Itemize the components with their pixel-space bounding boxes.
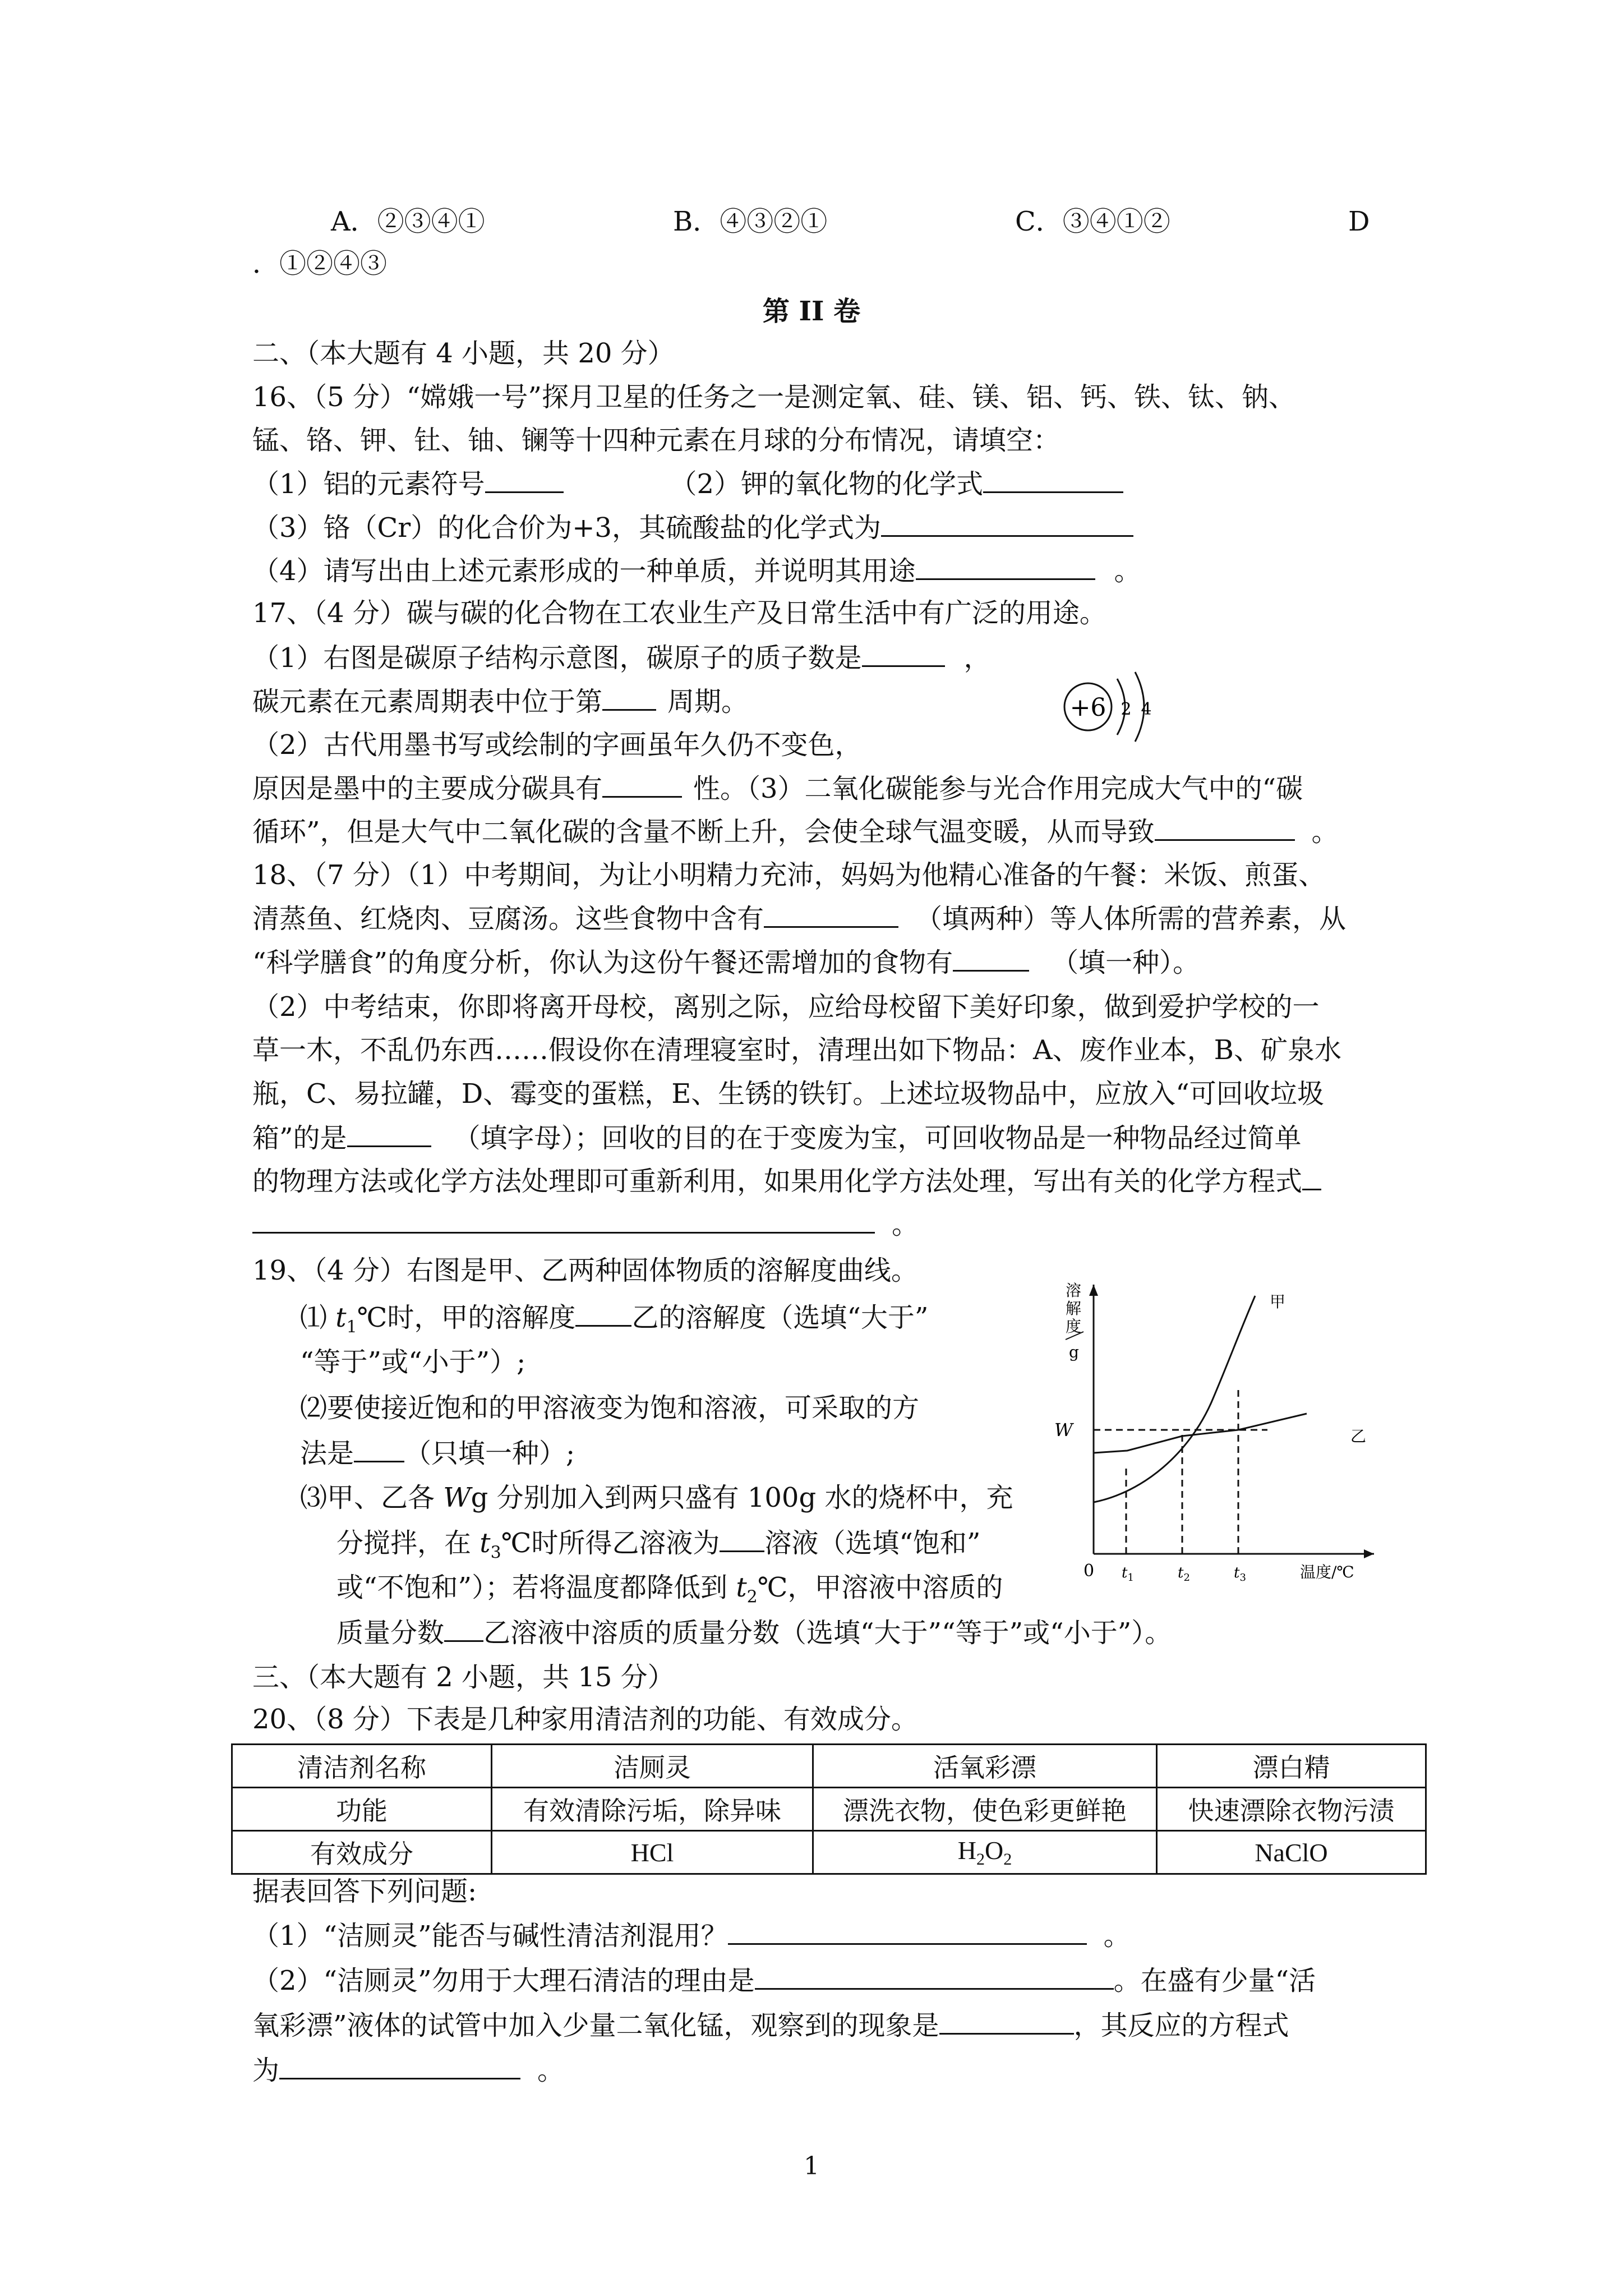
q17-l6a: 循环”，但是大气中二氧化碳的含量不断上升，会使全球气温变暖，从而导致 xyxy=(252,816,1155,848)
solubility-curve-diagram xyxy=(1043,1273,1391,1588)
q19-p1c: 乙的溶解度（选填“大于” xyxy=(631,1302,929,1333)
q19-blank-1[interactable] xyxy=(575,1300,631,1327)
q19-w-symbol: W xyxy=(443,1482,471,1513)
cleaner-table xyxy=(231,1743,1427,1875)
q17-l2b: ， xyxy=(963,642,991,674)
q20-q2-line3 xyxy=(252,2053,564,2087)
q19-p3a: ⑶甲、乙各 xyxy=(300,1482,444,1513)
q20-intro: 20、（8 分）下表是几种家用清洁剂的功能、有效成分。 xyxy=(252,1704,918,1735)
q20-q2d: ，其反应的方程式 xyxy=(1073,2010,1289,2041)
q19-part3-line2 xyxy=(336,1526,980,1570)
q19-p3d: ℃时所得乙溶液为 xyxy=(501,1527,720,1559)
q17-blank-3[interactable] xyxy=(602,771,682,798)
curve-yi-label: 乙 xyxy=(1350,1427,1367,1446)
q20-q2e: 为 xyxy=(252,2055,280,2086)
table-cell: 漂洗衣物，使色彩更鲜艳 xyxy=(813,1788,1157,1831)
q19-line1: 19、（4 分）右图是甲、乙两种固体物质的溶解度曲线。 xyxy=(252,1255,918,1286)
q20-blank-3[interactable] xyxy=(939,2008,1074,2035)
q20-q2a: （2）“洁厕灵”勿用于大理石清洁的理由是 xyxy=(252,1965,755,1996)
q18-blank-4a[interactable] xyxy=(1302,1164,1321,1190)
q19-part1-line1 xyxy=(300,1300,928,1345)
table-cell: HCl xyxy=(492,1831,813,1874)
q19-p3f: 或“不饱和”）；若将温度都降低到 xyxy=(336,1572,736,1603)
q19-t3-subscript: 3 xyxy=(490,1543,501,1563)
q19-part3-line1 xyxy=(300,1481,1013,1515)
q16-part-4 xyxy=(252,554,1141,588)
q18-blank-3[interactable] xyxy=(347,1121,431,1147)
q19-blank-4[interactable] xyxy=(444,1616,483,1642)
q20-q1a: （1）“洁厕灵”能否与碱性清洁剂混用？ xyxy=(252,1920,728,1952)
q19-p1a: ⑴ xyxy=(300,1302,336,1333)
q16-blank-3[interactable] xyxy=(881,510,1133,537)
curve-jia xyxy=(1094,1296,1255,1502)
q18-line8 xyxy=(252,1164,1321,1198)
q17-line1: 17、（4 分）碳与碳的化合物在工农业生产及日常生活中有广泛的用途。 xyxy=(252,597,1106,629)
q19-p1b: ℃时，甲的溶解度 xyxy=(357,1302,576,1333)
q20-q2-line2 xyxy=(252,2008,1289,2042)
q18-blank-2[interactable] xyxy=(953,945,1029,972)
q16-p4: （4）请写出由上述元素形成的一种单质，并说明其用途 xyxy=(252,555,916,587)
q18-l3b: （填一种）。 xyxy=(1052,947,1200,978)
q20-q2c: 氧彩漂”液体的试管中加入少量二氧化锰，观察到的现象是 xyxy=(252,2010,939,2041)
q19-part2-line2 xyxy=(300,1436,575,1470)
q19-part1-line2: “等于”或“小于”）; xyxy=(300,1346,526,1378)
q19-t-subscript: 1 xyxy=(346,1317,357,1337)
y-label-char-1: 溶 xyxy=(1066,1281,1082,1300)
y-label-char-2: 解 xyxy=(1066,1299,1082,1318)
tick-t3: $t_3$ xyxy=(1234,1565,1246,1584)
q18-blank-1[interactable] xyxy=(764,901,898,928)
q16-part-3 xyxy=(252,510,1133,545)
q20-blank-2[interactable] xyxy=(755,1963,1114,1990)
q19-p3i: 乙溶液中溶质的质量分数（选填“大于”“等于”或“小于”）。 xyxy=(483,1617,1172,1649)
table-cell: 快速漂除衣物污渍 xyxy=(1157,1788,1426,1831)
q20-q1 xyxy=(252,1918,1131,1953)
table-cell: 功能 xyxy=(232,1788,492,1831)
x-axis-label: 温度/℃ xyxy=(1300,1563,1354,1581)
curve-jia-label: 甲 xyxy=(1270,1292,1286,1311)
q19-t-symbol: t xyxy=(335,1302,347,1333)
q18-line1: 18、（7 分）（1）中考期间，为让小明精力充沛，妈妈为他精心准备的午餐：米饭、煎蛋、 xyxy=(252,859,1326,891)
q17-blank-1[interactable] xyxy=(862,641,945,667)
table-row-header xyxy=(232,1745,1426,1788)
table-cell: 清洁剂名称 xyxy=(232,1745,492,1788)
q17-line3 xyxy=(252,684,748,719)
q19-p3e: 溶液（选填“饱和” xyxy=(764,1527,981,1559)
table-cell: 活氧彩漂 xyxy=(813,1745,1157,1788)
origin-label: 0 xyxy=(1083,1561,1095,1581)
table-cell-h2o2: $H_2O_2$ xyxy=(813,1831,1157,1874)
q18-l9: 。 xyxy=(892,1209,919,1240)
q18-line2 xyxy=(252,901,1346,936)
q18-l8: 的物理方法或化学方法处理即可重新利用，如果用化学方法处理，写出有关的化学方程式 xyxy=(252,1166,1303,1197)
part3-header: 三、（本大题有 2 小题，共 15 分） xyxy=(252,1662,675,1693)
q17-l3a: 碳元素在元素周期表中位于第 xyxy=(252,686,603,717)
q16-blank-4[interactable] xyxy=(916,554,1095,580)
q20-after-table: 据表回答下列问题: xyxy=(252,1876,477,1907)
q16-blank-2[interactable] xyxy=(983,467,1123,493)
q17-l5b: 性。（3）二氧化碳能参与光合作用完成大气中的“碳 xyxy=(693,773,1303,804)
tick-t2: $t_2$ xyxy=(1178,1565,1190,1584)
q16-line2: 锰、铬、钾、钍、铀、镧等十四种元素在月球的分布情况，请填空： xyxy=(252,425,1061,456)
q20-q2b: 。在盛有少量“活 xyxy=(1113,1965,1316,1996)
part2-header: 二、（本大题有 4 小题，共 20 分） xyxy=(252,338,675,369)
q19-p3c: 分搅拌，在 xyxy=(336,1527,480,1559)
curve-yi xyxy=(1094,1414,1307,1453)
q18-line7 xyxy=(252,1121,1302,1155)
q20-blank-4[interactable] xyxy=(279,2053,520,2079)
q17-l2a: （1）右图是碳原子结构示意图，碳原子的质子数是 xyxy=(252,642,862,674)
q18-l2b: （填两种）等人体所需的营养素，从 xyxy=(915,903,1347,935)
q19-blank-3[interactable] xyxy=(720,1526,764,1552)
q18-l7b: （填字母）；回收的目的在于变废为宝，可回收物品是一种物品经过简单 xyxy=(453,1122,1302,1154)
y-unit: g xyxy=(1069,1343,1079,1361)
q19-p3g: ℃，甲溶液中溶质的 xyxy=(757,1572,1003,1603)
q17-l3b: 周期。 xyxy=(667,686,749,717)
page-number: 1 xyxy=(804,2152,819,2180)
q18-line4: （2）中考结束，你即将离开母校，离别之际，应给母校留下美好印象，做到爱护学校的一 xyxy=(252,991,1320,1023)
table-cell: NaClO xyxy=(1157,1831,1426,1874)
atom-nucleus-charge: +6 xyxy=(1069,693,1106,722)
q18-l2a: 清蒸鱼、红烧肉、豆腐汤。这些食物中含有 xyxy=(252,903,764,935)
option-a: A．②③④① xyxy=(331,206,485,237)
q20-q2-line1 xyxy=(252,1963,1316,1998)
shell-electrons-2: 4 xyxy=(1141,700,1152,719)
q16-line1: 16、（5 分）“嫦娥一号”探月卫星的任务之一是测定氧、硅、镁、铝、钙、铁、钛、钠、 xyxy=(252,381,1295,413)
q18-line9 xyxy=(252,1207,919,1241)
q17-line2 xyxy=(252,641,991,675)
table-row-component xyxy=(232,1831,1426,1874)
q19-t2-subscript: 2 xyxy=(746,1587,758,1607)
q16-p3: （3）铬（Cr）的化合价为+3，其硫酸盐的化学式为 xyxy=(252,512,881,544)
option-d-content: ．①②④③ xyxy=(252,248,388,279)
table-cell: 有效成分 xyxy=(232,1831,492,1874)
q16-end: 。 xyxy=(1114,555,1141,587)
option-b: B．④③②① xyxy=(673,206,828,237)
tick-t1: $t_1$ xyxy=(1122,1565,1134,1584)
option-c: C．③④①② xyxy=(1015,206,1170,237)
q16-p1: （1）铝的元素符号 xyxy=(252,468,485,500)
carbon-atom-diagram xyxy=(1054,662,1200,752)
q17-l5a: 原因是墨中的主要成分碳具有 xyxy=(252,773,603,804)
q16-p2: （2）钾的氧化物的化学式 xyxy=(670,468,984,500)
q20-q1b: 。 xyxy=(1103,1920,1131,1952)
q17-line4: （2）古代用墨书写或绘制的字画虽年久仍不变色， xyxy=(252,729,862,761)
x-axis-arrow xyxy=(1364,1549,1374,1558)
q18-line3 xyxy=(252,945,1200,979)
table-row-function xyxy=(232,1788,1426,1831)
q17-line6 xyxy=(252,815,1339,849)
q19-p3b: g 分别加入到两只盛有 100g 水的烧杯中，充 xyxy=(471,1482,1013,1513)
y-label-char-3: 度 xyxy=(1066,1317,1082,1336)
y-axis-arrow xyxy=(1089,1285,1098,1296)
option-d: D xyxy=(1348,206,1370,237)
q19-p3h: 质量分数 xyxy=(336,1617,445,1649)
w-label: W xyxy=(1054,1419,1073,1441)
q18-blank-4b[interactable] xyxy=(252,1207,875,1234)
q19-t-symbol-3: t xyxy=(736,1572,747,1603)
shell-electrons-1: 2 xyxy=(1121,700,1132,719)
table-cell: 漂白精 xyxy=(1157,1745,1426,1788)
q19-blank-2[interactable] xyxy=(354,1436,404,1462)
q19-p2c: （只填一种）; xyxy=(404,1438,575,1469)
section-title: 第 II 卷 xyxy=(762,296,861,327)
q17-l6b: 。 xyxy=(1311,816,1339,848)
q18-line5: 草一木，不乱仍东西……假设你在清理寝室时，清理出如下物品：A、废作业本，B、矿泉水 xyxy=(252,1034,1341,1066)
q20-q2f: 。 xyxy=(537,2055,565,2086)
q19-t-symbol-2: t xyxy=(479,1527,491,1559)
q17-blank-2[interactable] xyxy=(602,684,656,711)
q17-line5 xyxy=(252,771,1303,806)
q18-l3a: “科学膳食”的角度分析，你认为这份午餐还需增加的食物有 xyxy=(252,947,953,978)
q17-blank-4[interactable] xyxy=(1155,815,1295,841)
q16-parts-1-2 xyxy=(252,467,1123,501)
table-cell: 洁厕灵 xyxy=(492,1745,813,1788)
q16-blank-1[interactable] xyxy=(485,467,564,493)
q19-p2b: 法是 xyxy=(300,1438,354,1469)
q19-part2-line1: ⑵要使接近饱和的甲溶液变为饱和溶液，可采取的方 xyxy=(300,1392,920,1424)
q18-l7a: 箱”的是 xyxy=(252,1122,347,1154)
q20-blank-1[interactable] xyxy=(728,1918,1087,1945)
q19-part3-line4 xyxy=(336,1616,1172,1650)
table-cell: 有效清除污垢，除异味 xyxy=(492,1788,813,1831)
q18-line6: 瓶，C、易拉罐，D、霉变的蛋糕，E、生锈的铁钉。上述垃圾物品中，应放入“可回收垃圾 xyxy=(252,1078,1324,1110)
q19-part3-line3 xyxy=(336,1571,1003,1614)
